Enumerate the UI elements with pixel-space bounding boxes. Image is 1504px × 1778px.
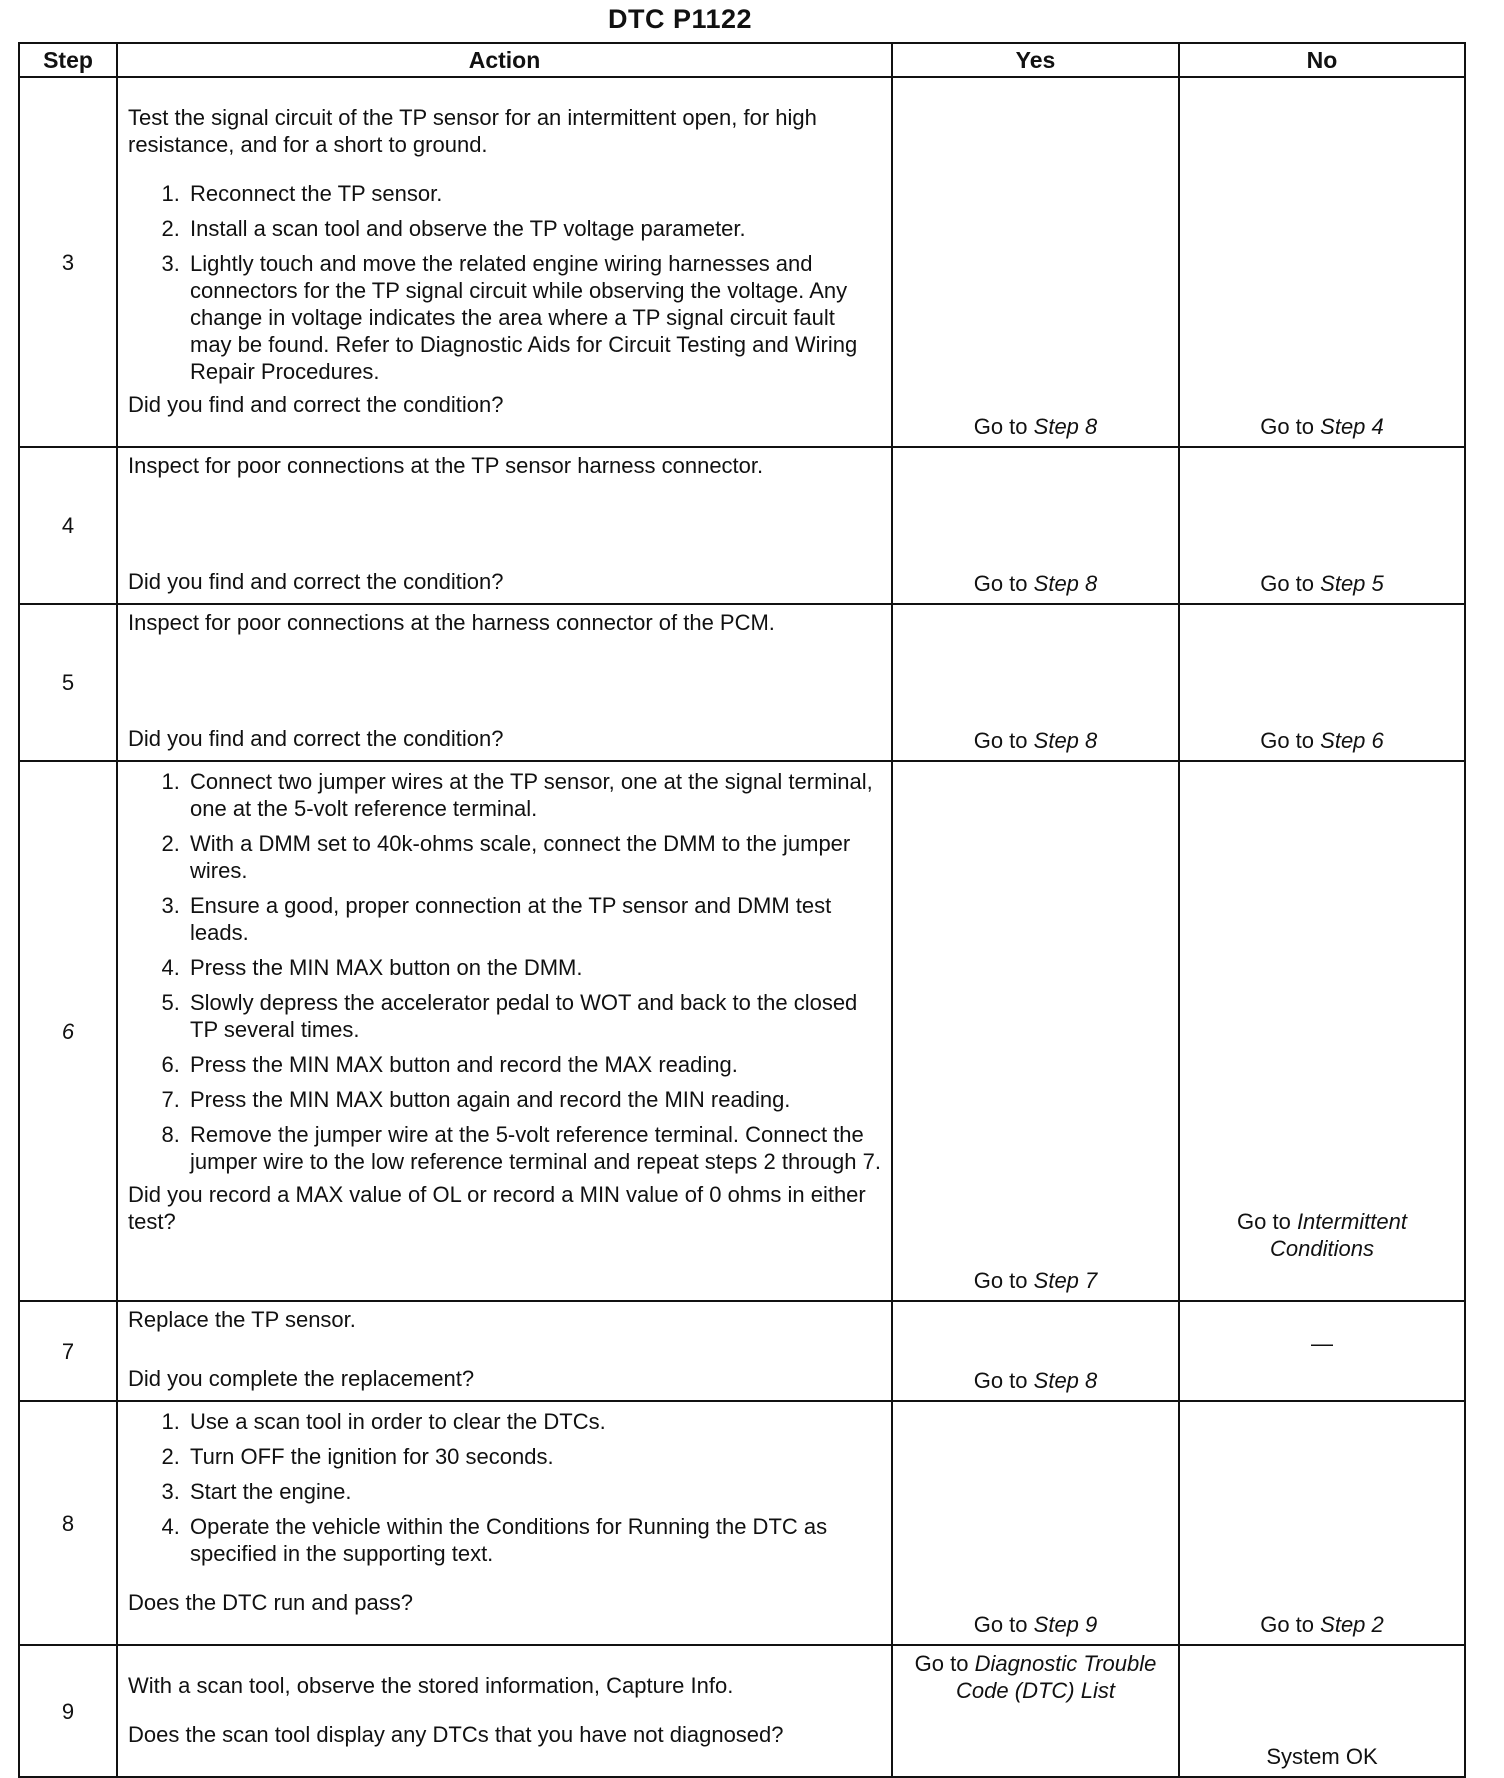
table-row [19,447,1465,604]
yes-cell [892,447,1179,604]
yes-prefix: Go to [973,1612,1028,1637]
no-link[interactable]: Step 5 [1320,571,1384,596]
no-prefix: Go to [1260,414,1315,439]
no-prefix: Go to [1260,1612,1315,1637]
no-link[interactable]: Intermittent Conditions [1270,1209,1407,1261]
yes-link[interactable]: Step 8 [1033,414,1098,439]
action-cell [117,1401,892,1645]
diagnostic-table [18,42,1466,1778]
step-number: 3 [19,77,117,447]
yes-cell [892,1645,1179,1777]
action-question: Did you find and correct the condition? [128,569,504,594]
yes-link[interactable]: Step 7 [1033,1268,1098,1293]
yes-cell [892,1401,1179,1645]
yes-prefix: Go to [973,728,1028,753]
yes-link[interactable]: Step 8 [1033,728,1098,753]
step-number: 5 [19,604,117,761]
list-item: 7. Press the MIN MAX button again and record the MIN reading. [186,1086,881,1113]
yes-cell [892,604,1179,761]
yes-prefix: Go to [973,1368,1028,1393]
page-title: DTC P1122 [607,4,753,34]
no-link[interactable]: Step 6 [1320,728,1384,753]
action-intro: Inspect for poor connections at the TP sensor harness connector. [128,453,764,478]
step-header: Step [19,43,117,77]
table-row [19,1645,1465,1777]
action-question: Does the DTC run and pass? [128,1590,413,1615]
action-intro: With a scan tool, observe the stored information, Capture Info. [128,1673,734,1698]
list-item: 2. With a DMM set to 40k-ohms scale, connect the DMM to the jumper wires. [186,830,881,884]
list-item: 1. Reconnect the TP sensor. [186,180,881,207]
action-cell [117,77,892,447]
no-link[interactable]: Step 4 [1320,414,1384,439]
table-row [19,77,1465,447]
action-header: Action [117,43,892,77]
yes-link[interactable]: Step 8 [1033,571,1098,596]
yes-cell [892,1301,1179,1401]
yes-cell [892,761,1179,1301]
action-cell [117,1645,892,1777]
no-prefix: Go to [1260,728,1315,753]
no-header: No [1179,43,1465,77]
list-item: 4. Operate the vehicle within the Conditions for Running the DTC as specified in the supporting text. [186,1513,881,1567]
step-number: 4 [19,447,117,604]
list-item: 8. Remove the jumper wire at the 5-volt reference terminal. Connect the jumper wire to the low reference terminal and repeat steps 2 through 7. [186,1121,881,1175]
no-cell [1179,447,1465,604]
no-cell: — [1179,1301,1465,1401]
action-cell [117,1301,892,1401]
list-item: 3. Start the engine. [186,1478,881,1505]
list-item: 6. Press the MIN MAX button and record the MAX reading. [186,1051,881,1078]
no-cell [1179,761,1465,1301]
no-link[interactable]: Step 2 [1320,1612,1384,1637]
yes-link[interactable]: Step 8 [1033,1368,1098,1393]
table-row [19,1301,1465,1401]
action-question: Did you find and correct the condition? [128,392,504,417]
action-intro: Replace the TP sensor. [128,1307,356,1332]
list-item: 2. Install a scan tool and observe the TP voltage parameter. [186,215,881,242]
action-question: Did you complete the replacement? [128,1366,475,1391]
list-item: 3. Ensure a good, proper connection at the TP sensor and DMM test leads. [186,892,881,946]
table-row [19,761,1465,1301]
yes-prefix: Go to [973,571,1028,596]
yes-link[interactable]: Diagnostic Trouble Code (DTC) List [956,1651,1157,1703]
action-steps [128,180,881,385]
yes-prefix: Go to [914,1651,969,1676]
no-cell [1179,1401,1465,1645]
action-cell [117,761,892,1301]
step-number-text: 6 [61,1018,75,1044]
table-row [19,1401,1465,1645]
action-intro: Inspect for poor connections at the harness connector of the PCM. [128,610,775,635]
action-question: Did you find and correct the condition? [128,726,504,751]
list-item: 3. Lightly touch and move the related engine wiring harnesses and connectors for the TP signal circuit while observing the voltage. Any change in voltage indicates the area where a TP signal circuit fault may be found. Refer to Diagnostic Aids for Circuit Testing and Wiring Repair Procedures. [186,250,881,385]
yes-prefix: Go to [973,414,1028,439]
step-number: 7 [19,1301,117,1401]
list-item: 2. Turn OFF the ignition for 30 seconds. [186,1443,881,1470]
action-intro: Test the signal circuit of the TP sensor for an intermittent open, for high resistance, and for a short to ground. [128,105,817,157]
step-number: 8 [19,1401,117,1645]
action-cell [117,604,892,761]
yes-cell [892,77,1179,447]
no-cell [1179,77,1465,447]
step-number: 9 [19,1645,117,1777]
yes-link[interactable]: Step 9 [1033,1612,1098,1637]
action-steps [128,1408,881,1567]
list-item: 1. Connect two jumper wires at the TP sensor, one at the signal terminal, one at the 5-volt reference terminal. [186,768,881,822]
no-cell [1179,604,1465,761]
step-number [19,761,117,1301]
list-item: 5. Slowly depress the accelerator pedal to WOT and back to the closed TP several times. [186,989,881,1043]
action-cell [117,447,892,604]
action-steps [128,768,881,1175]
action-question: Does the scan tool display any DTCs that you have not diagnosed? [128,1722,784,1747]
action-question: Did you record a MAX value of OL or record a MIN value of 0 ohms in either test? [128,1182,866,1234]
no-prefix: Go to [1260,571,1315,596]
list-item: 4. Press the MIN MAX button on the DMM. [186,954,881,981]
yes-header: Yes [892,43,1179,77]
no-cell: System OK [1179,1645,1465,1777]
table-row [19,604,1465,761]
no-prefix: Go to [1237,1209,1291,1234]
header-row [19,43,1465,77]
list-item: 1. Use a scan tool in order to clear the DTCs. [186,1408,881,1435]
yes-prefix: Go to [973,1268,1028,1293]
